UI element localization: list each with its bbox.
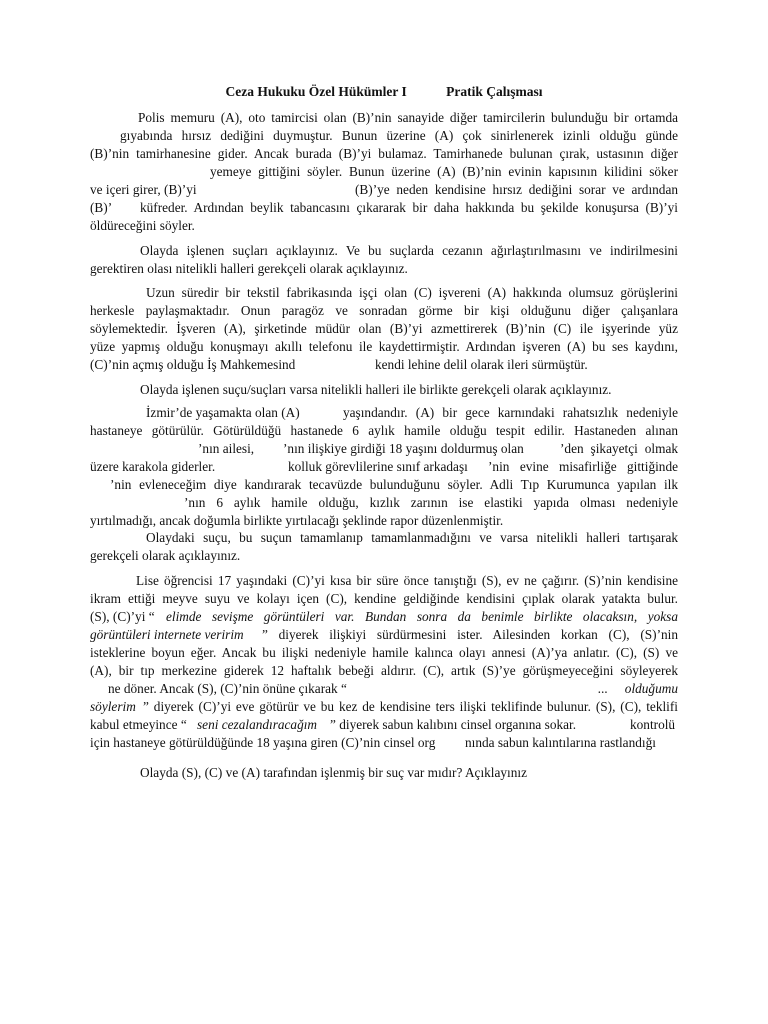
p3-line-1b: yaşındandır. (A) bir gece karnındaki rahatsızlık nedeniyle — [343, 405, 678, 420]
q3-line-1: Olaydaki suçu, bu suçun tamamlanıp tamamlanmadığını ve varsa nitelikli halleri tartışarak — [146, 530, 678, 545]
p4-line-5: isteklerine boyun eğer. Ancak bu ilişki nedeniyle hamile kalınca olayı annesi (A)’ya anlatır. (C), (S) ve — [90, 645, 678, 660]
p4-line-8a: söylerim — [90, 699, 136, 714]
p4-line-10b: nında sabun kalıntılarına rastlandığı — [465, 735, 656, 750]
p4-line-10a: için hastaneye götürüldüğünde 18 yaşına giren (C)’nin cinsel org — [90, 735, 436, 750]
p1-line-7: öldüreceğini söyler. — [90, 218, 195, 233]
p1-line-6a: (B)’ — [90, 200, 113, 215]
p2-line-1: Uzun süredir bir tekstil fabrikasında işçi olan (C) işvereni (A) hakkında olumsuz görüşlerini — [146, 285, 678, 300]
page-title — [0, 84, 768, 100]
p4-line-9d: kontrolü — [630, 717, 676, 732]
p2-line-5b: kendi lehine delil olarak ileri sürmüştür. — [375, 357, 588, 372]
p4-line-2: ikram ettiği meyve suyu ve kolayı içen (C), kendine geldiğinde kendisini çıplak olarak yatakta bulur. — [90, 591, 678, 606]
p2-line-5a: (C)’nin açmış olduğu İş Mahkemesind — [90, 357, 296, 372]
p3-line-2: hastaneye götürülür. Götürüldüğü hastanede 6 aylık hamile olduğu tespit edilir. Hastaneden alınan — [90, 423, 678, 438]
p4-line-4b: ” diyerek ilişkiyi sürdürmesini ister. Ailesinden korkan (C), (S)’nin — [262, 627, 678, 642]
p4-line-7b: ... olduğumu — [598, 681, 678, 696]
p1-line-5b: (B)’ye neden kendisine hırsız dediğini sorar ve ardından — [355, 182, 678, 197]
p4-line-4a: görüntüleri internete veririm — [90, 627, 244, 642]
p3-line-3a: ’nın ailesi, — [198, 441, 255, 456]
p4-line-9a: kabul etmeyince “ — [90, 717, 187, 732]
q2-line: Olayda işlenen suçu/suçları varsa nitelikli halleri ile birlikte gerekçeli olarak açıklayınız. — [140, 382, 612, 397]
q1-line-1: Olayda işlenen suçları açıklayınız. Ve bu suçlarda cezanın ağırlaştırılmasını ve indirilmesini — [140, 243, 678, 258]
p1-line-1: Polis memuru (A), oto tamircisi olan (B)’nin sanayide diğer tamircilerin bulunduğu bir ortamda — [138, 110, 678, 125]
p4-line-9c: ” diyerek sabun kalıbını cinsel organına sokar. — [330, 717, 577, 732]
p4-line-3a: (S), (C)’yi “ — [90, 609, 155, 624]
p3-line-6: ’nın 6 aylık hamile olduğu, kızlık zarının ise elastiki yapıda olması nedeniyle — [184, 495, 678, 510]
p1-line-4: yemeye gittiğini söyler. Bunun üzerine (A) (B)’nin evinin kapısının kilidini söker — [210, 164, 678, 179]
p1-line-6b: küfreder. Ardından beylik tabancasını çıkararak bir daha hakkında bu şekilde konuşursa (B)’yi — [140, 200, 678, 215]
p2-line-2: herkesle paylaşmaktadır. Onun paragöz ve sonradan görme bir kişi olduğunu diğer çalışanlara — [90, 303, 678, 318]
p4-line-3b: elimde sevişme görüntüleri var. Bundan sonra da benimle birlikte olacaksın, yoksa — [166, 609, 678, 624]
p4-line-7a: ne döner. Ancak (S), (C)’nin önüne çıkarak “ — [108, 681, 347, 696]
title-left: Ceza Hukuku Özel Hükümler I — [225, 84, 407, 99]
p1-line-3: (B)’nin tamirhanesine gider. Ancak burada (B)’yi bulamaz. Tamirhanede bulunan çırak, ustasının diğer — [90, 146, 678, 161]
p3-line-3b: ’nın ilişkiye girdiği 18 yaşını doldurmuş olan — [283, 441, 524, 456]
p4-line-8b: ” diyerek (C)’yi eve götürür ve bu kez de kendisine ters ilişki teklifinde bulunur. (S), (C), teklifi — [143, 699, 678, 714]
p4-line-9b: seni cezalandıracağım — [197, 717, 318, 732]
p3-line-5: ’nin evleneceğim diye kandırarak tecavüzde bulunduğunu söyler. Adli Tıp Kurumunca yapılan ilk — [110, 477, 678, 492]
q1-line-2: gerektiren olası nitelikli halleri gerekçeli olarak açıklayınız. — [90, 261, 408, 276]
q4-line: Olayda (S), (C) ve (A) tarafından işlenmiş bir suç var mıdır? Açıklayınız — [140, 765, 527, 780]
p3-line-3c: ’den şikayetçi olmak — [560, 441, 678, 456]
p2-line-3: söylemektedir. İşveren (A), şirketinde müdür olan (B)’yi azmettirerek (B)’nin (C) ile işyerinde yüz — [90, 321, 678, 336]
p1-line-5a: ve içeri girer, (B)’yi — [90, 182, 197, 197]
q3-line-2: gerekçeli olarak açıklayınız. — [90, 548, 241, 563]
p2-line-4: yüze yapmış olduğu konuşmayı akıllı telefonu ile kaydettirmiştir. Ardından işveren (A) bu ses kaydını, — [90, 339, 678, 354]
p1-line-2: gıyabında hırsız dediğini duymuştur. Bunun üzerine (A) çok sinirlenerek izinli olduğu günde — [120, 128, 678, 143]
p3-line-4c: ’nin evine misafirliğe gittiğinde — [488, 459, 678, 474]
title-right: Pratik Çalışması — [446, 84, 543, 99]
p4-line-6: (A), bir tıp merkezine giderek 12 haftalık bebeği aldırır. (C), artık (S)’ye görüşmeyeceğini söyleyerek — [90, 663, 678, 678]
p3-line-7: yırtılmadığı, ancak doğumla birlikte yırtılacağı şeklinde rapor düzenlenmiştir. — [90, 513, 504, 528]
p3-line-1a: İzmir’de yaşamakta olan (A) — [146, 405, 300, 420]
p3-line-4b: kolluk görevlilerine sınıf arkadaşı — [288, 459, 468, 474]
p3-line-4a: üzere karakola giderler. — [90, 459, 216, 474]
p4-line-1: Lise öğrencisi 17 yaşındaki (C)’yi kısa bir süre önce tanıştığı (S), ev ne çağırır. (S)’nin kendisine — [136, 573, 678, 588]
